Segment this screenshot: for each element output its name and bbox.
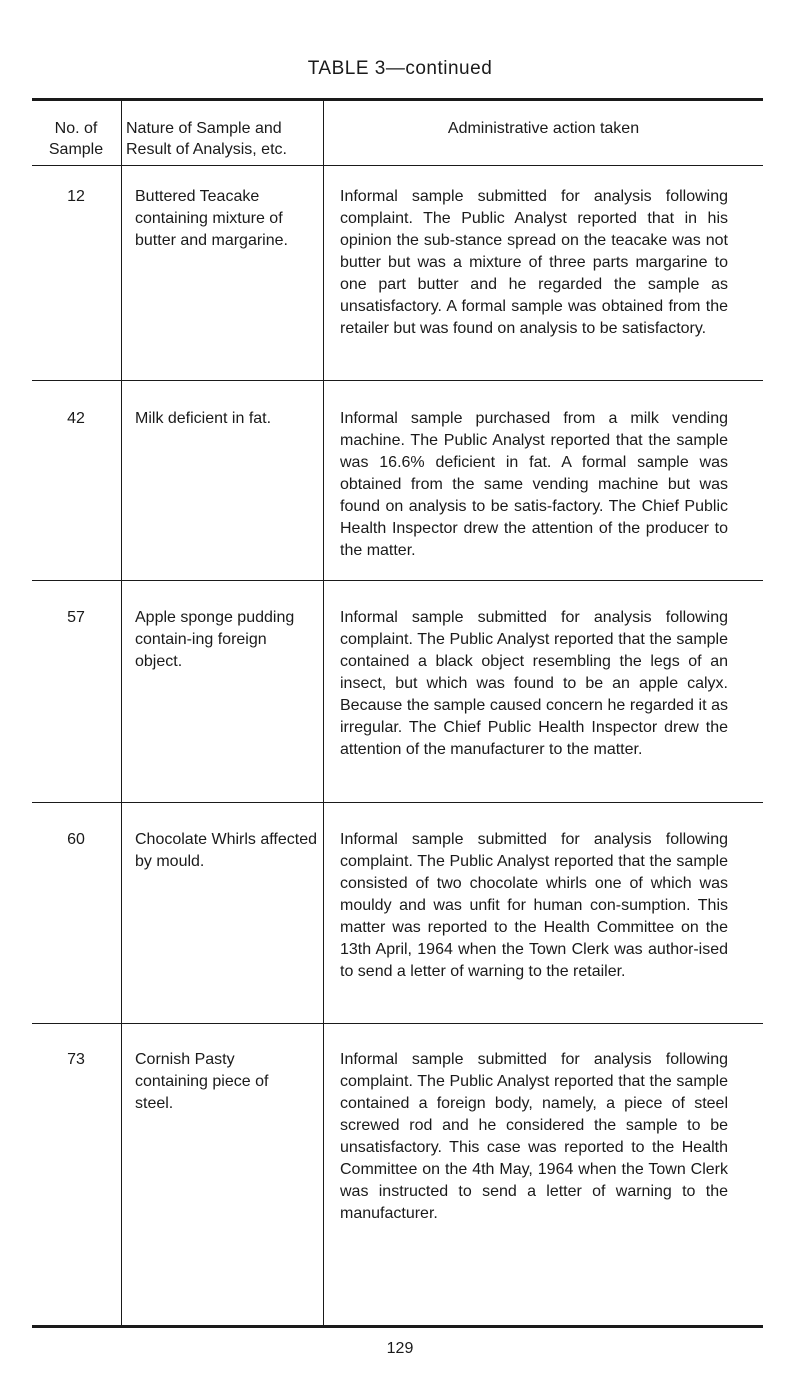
row-57-nature: Apple sponge pudding contain-ing foreign object. [135, 609, 295, 670]
header-nature: Nature of Sample and Result of Analysis, etc. [126, 120, 287, 158]
row-12-action: Informal sample submitted for analysis following complaint. The Public Analyst reported that in his opinion the sub-stance spread on the teacake was not butter but was a mixture of three parts margarine to one part butter and he regarded the sample as unsatisfactory. A formal sample was obtained from the retailer but was found on analysis to be satisfactory. [340, 188, 728, 337]
row-73-sample-no: 73 [67, 1051, 85, 1068]
row-57-sample-no: 57 [67, 609, 85, 626]
table-bottom-rule [32, 1325, 763, 1328]
row-42-action: Informal sample purchased from a milk vending machine. The Public Analyst reported that the sample was 16.6% deficient in fat. A formal sample was obtained from the same vending machine but was found on analysis to be satis-factory. The Chief Public Health Inspector drew the attention of the producer to the matter. [340, 410, 728, 559]
row-42-sample-no: 42 [67, 410, 85, 427]
header-separator [32, 165, 763, 166]
column-divider-1 [121, 100, 122, 1326]
row-12-sample-no: 12 [67, 188, 85, 205]
header-action: Administrative action taken [447, 120, 640, 137]
row-separator [32, 380, 763, 381]
page-title: TABLE 3—continued [307, 58, 493, 79]
row-60-nature: Chocolate Whirls affected by mould. [135, 831, 318, 870]
row-separator [32, 580, 763, 581]
column-divider-2 [323, 100, 324, 1326]
header-sample-no: No. of Sample [48, 120, 104, 158]
row-12-nature: Buttered Teacake containing mixture of butter and margarine. [135, 188, 288, 249]
table-top-rule [32, 98, 763, 101]
row-separator [32, 1023, 763, 1024]
page-number: 129 [386, 1340, 414, 1357]
row-60-sample-no: 60 [67, 831, 85, 848]
row-73-nature: Cornish Pasty containing piece of steel. [135, 1051, 269, 1112]
row-73-action: Informal sample submitted for analysis following complaint. The Public Analyst reported that the sample contained a foreign body, namely, a piece of steel screwed rod and he considered the sample to be unsatisfactory. This case was reported to the Health Committee on the 4th May, 1964 when the Town Clerk was instructed to send a letter of warning to the manufacturer. [340, 1051, 728, 1222]
row-57-action: Informal sample submitted for analysis following complaint. The Public Analyst reported that the sample contained a black object resembling the legs of an insect, but which was found to be an apple calyx. Because the sample caused concern he regarded it as irregular. The Chief Public Health Inspector drew the attention of the manufacturer to the matter. [340, 609, 728, 758]
row-separator [32, 802, 763, 803]
row-42-nature: Milk deficient in fat. [135, 410, 272, 427]
row-60-action: Informal sample submitted for analysis following complaint. The Public Analyst reported that the sample consisted of two chocolate whirls one of which was mouldy and was unfit for human con-sumption. This matter was reported to the Health Committee on the 13th April, 1964 when the Town Clerk was author-ised to send a letter of warning to the retailer. [340, 831, 728, 980]
